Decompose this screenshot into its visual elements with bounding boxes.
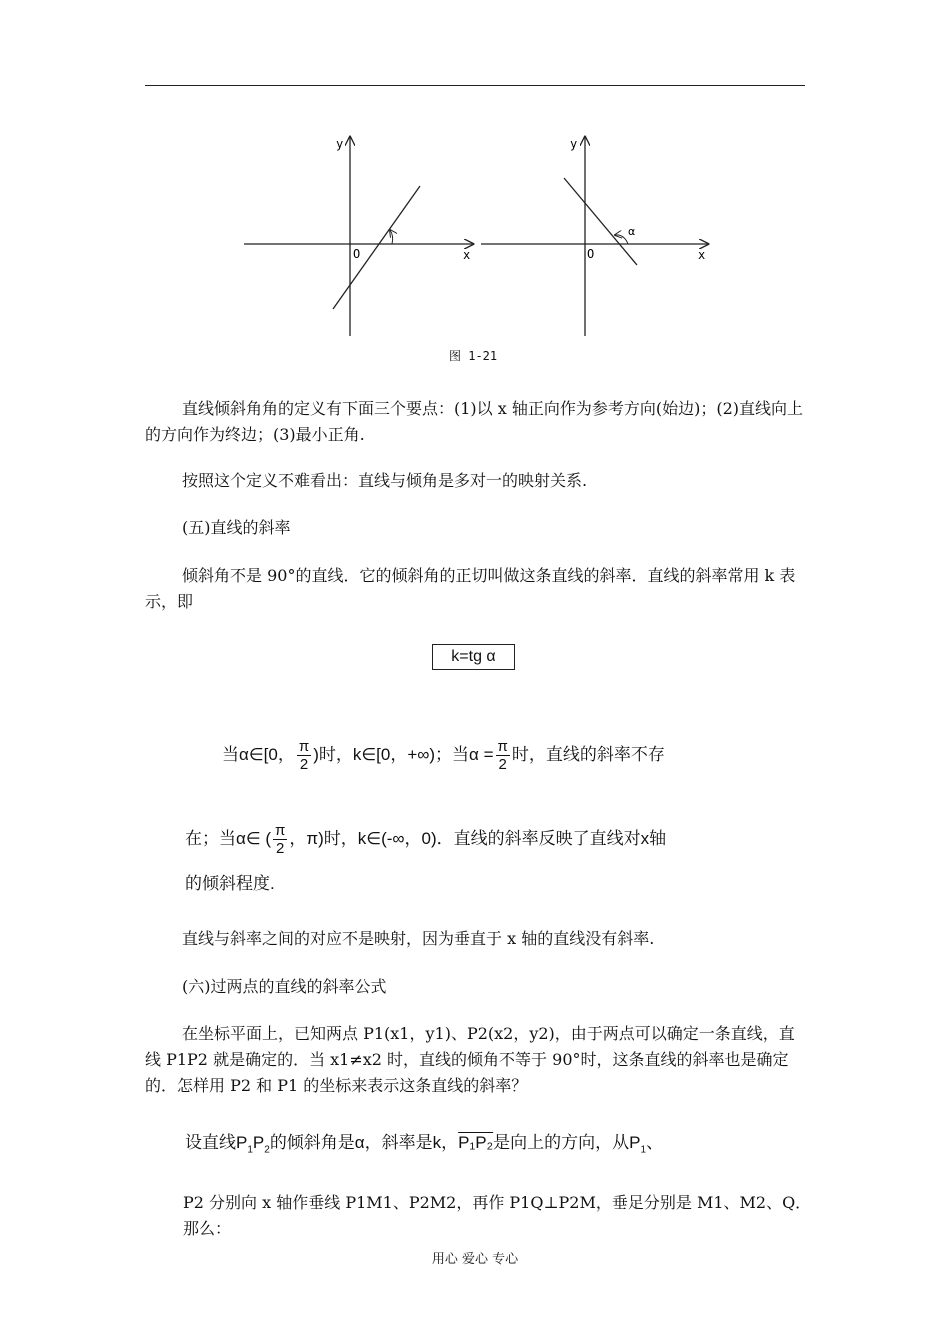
math-line-1-part-a: 当α∈[0，: [222, 744, 295, 764]
figure-1-21: [0, 0, 950, 345]
left-origin-label: O: [353, 247, 361, 261]
paragraph-perpendiculars: P2 分别向 x 轴作垂线 P1M1、P2M2，再作 P1Q⊥P2M，垂足分别是 M1、M2、Q．那么：: [183, 1193, 812, 1238]
paragraph-two-points: 在坐标平面上，已知两点 P1(x1，y1)、P2(x2，y2)，由于两点可以确定一条直线，直线 P1P2 就是确定的．当 x1≠x2 时，直线的倾角不等于 90°时，这条直线的斜率也是确定的．怎样用 P2 和 P1 的坐标来表示这条直线的斜率？: [145, 1024, 795, 1095]
right-y-label: y: [570, 137, 578, 151]
math-line-1-part-c: 时，直线的斜率不存: [511, 744, 665, 764]
right-line: [564, 178, 637, 265]
left-angle-arc: [390, 230, 393, 244]
right-origin-label: O: [587, 247, 595, 261]
paragraph-not-mapping: 直线与斜率之间的对应不是映射，因为垂直于 x 轴的直线没有斜率.: [182, 929, 655, 948]
math-line-3: 的倾斜程度.: [185, 874, 275, 893]
paragraph-slope-definition: 倾斜角不是 90°的直线．它的倾斜角的正切叫做这条直线的斜率．直线的斜率常用 k 表示，即: [145, 566, 796, 611]
math-line-4: 设直线$P_1P_2$的倾斜角是α，斜率是k，P₁P₂是向上的方向，从$P_1$、: [185, 1133, 664, 1156]
paragraph-mapping: 按照这个定义不难看出：直线与倾角是多对一的映射关系.: [182, 471, 588, 490]
figure-caption: 图 1-21: [449, 349, 498, 363]
fraction-pi-over-2-b: $\frac{\pi}{2}$: [497, 738, 508, 773]
right-angle-label: α: [628, 225, 636, 238]
right-x-label: x: [698, 248, 706, 262]
math-line-2-part-a: 在；当α∈ (: [185, 828, 272, 848]
page-footer: 用心 爱心 专心: [431, 1252, 519, 1267]
vector-p1p2: P₁P₂: [458, 1133, 494, 1152]
left-y-label: y: [336, 137, 344, 151]
heading-section-5: (五)直线的斜率: [182, 518, 291, 537]
right-angle-arc: [615, 235, 628, 244]
left-line: [333, 186, 420, 309]
math-line-2: [185, 822, 666, 857]
heading-section-6: (六)过两点的直线的斜率公式: [182, 977, 387, 996]
fraction-pi-over-2: $\frac{\pi}{2}$: [298, 738, 310, 773]
paragraph-definition: 直线倾斜角角的定义有下面三个要点：(1)以 x 轴正向作为参考方向(始边)；(2)直线向上的方向作为终边；(3)最小正角.: [145, 399, 804, 444]
fraction-pi-over-2-c: $\frac{\pi}{2}$: [275, 822, 286, 857]
slope-formula-box: k=tg α: [432, 644, 515, 670]
math-line-1: [222, 738, 665, 773]
left-x-label: x: [463, 248, 471, 262]
math-line-1-part-b: )时，k∈[0，+∞)；当α =: [313, 744, 494, 764]
math-line-2-part-b: ，π)时，k∈(-∞，0)．直线的斜率反映了直线对x轴: [289, 828, 667, 848]
